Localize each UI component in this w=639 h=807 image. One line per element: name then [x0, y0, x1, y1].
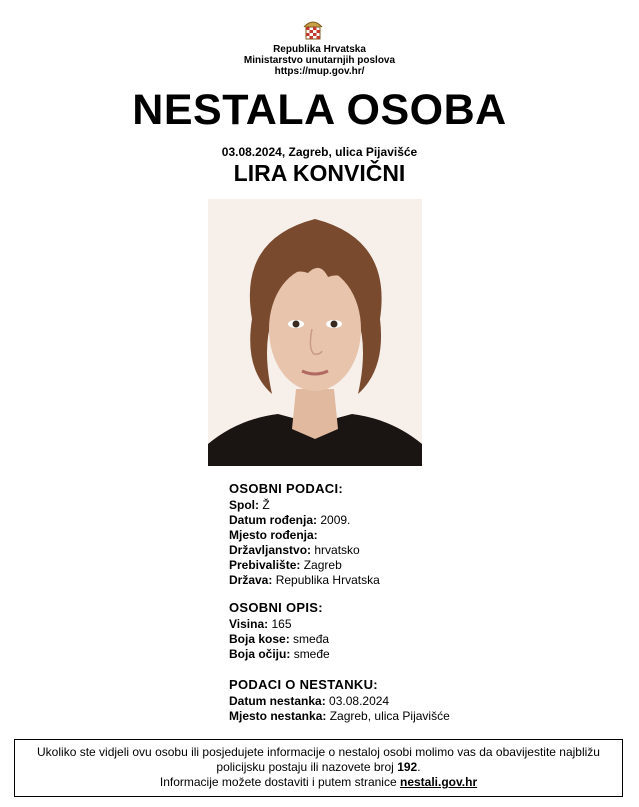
- person-photo: [208, 199, 422, 466]
- field-citizenship: Državljanstvo: hrvatsko: [229, 543, 360, 557]
- field-hair-color: Boja kose: smeđa: [229, 632, 330, 646]
- date-location-line: 03.08.2024, Zagreb, ulica Pijavišće: [221, 145, 418, 159]
- field-eye-color: Boja očiju: smeđe: [229, 647, 330, 661]
- ministry-url[interactable]: https://mup.gov.hr/: [274, 66, 365, 77]
- disappearance-section: [229, 677, 450, 724]
- ministry-name: Ministarstvo unutarnjih poslova: [243, 55, 396, 66]
- personal-description-heading: OSOBNI OPIS:: [229, 600, 323, 615]
- field-birth-date: Datum rođenja: 2009.: [229, 513, 351, 527]
- poster-title: NESTALA OSOBA: [132, 86, 507, 134]
- notice-line-3: Informacije možete dostaviti i putem stranice nestali.gov.hr: [159, 775, 478, 789]
- field-sex: Spol: Ž: [229, 498, 270, 512]
- notice-line-1: Ukoliko ste vidjeli ovu osobu ili posjedujete informacije o nestaloj osobi molimo vas da obavijestite najbližu: [37, 745, 600, 759]
- police-phone-number[interactable]: 192: [397, 760, 418, 774]
- country-name: Republika Hrvatska: [273, 44, 366, 55]
- contact-notice-box: [14, 739, 623, 797]
- field-residence: Prebivalište: Zagreb: [229, 558, 342, 572]
- field-country: Država: Republika Hrvatska: [229, 573, 380, 587]
- field-missing-place: Mjesto nestanka: Zagreb, ulica Pijavišće: [229, 709, 450, 723]
- field-height: Visina: 165: [229, 617, 292, 631]
- personal-data-section: [229, 481, 380, 588]
- coat-of-arms-icon: [300, 17, 326, 43]
- field-birth-place: Mjesto rođenja:: [229, 528, 318, 542]
- disappearance-heading: PODACI O NESTANKU:: [229, 677, 378, 692]
- person-name: LIRA KONVIČNI: [233, 160, 406, 186]
- personal-description-section: [229, 600, 330, 662]
- field-missing-date: Datum nestanka: 03.08.2024: [229, 694, 390, 708]
- missing-persons-site-link[interactable]: nestali.gov.hr: [399, 775, 478, 789]
- portrait-image: [208, 199, 422, 466]
- notice-line-2: policijsku postaju ili nazovete broj 192.: [216, 760, 421, 774]
- personal-data-heading: OSOBNI PODACI:: [229, 481, 343, 496]
